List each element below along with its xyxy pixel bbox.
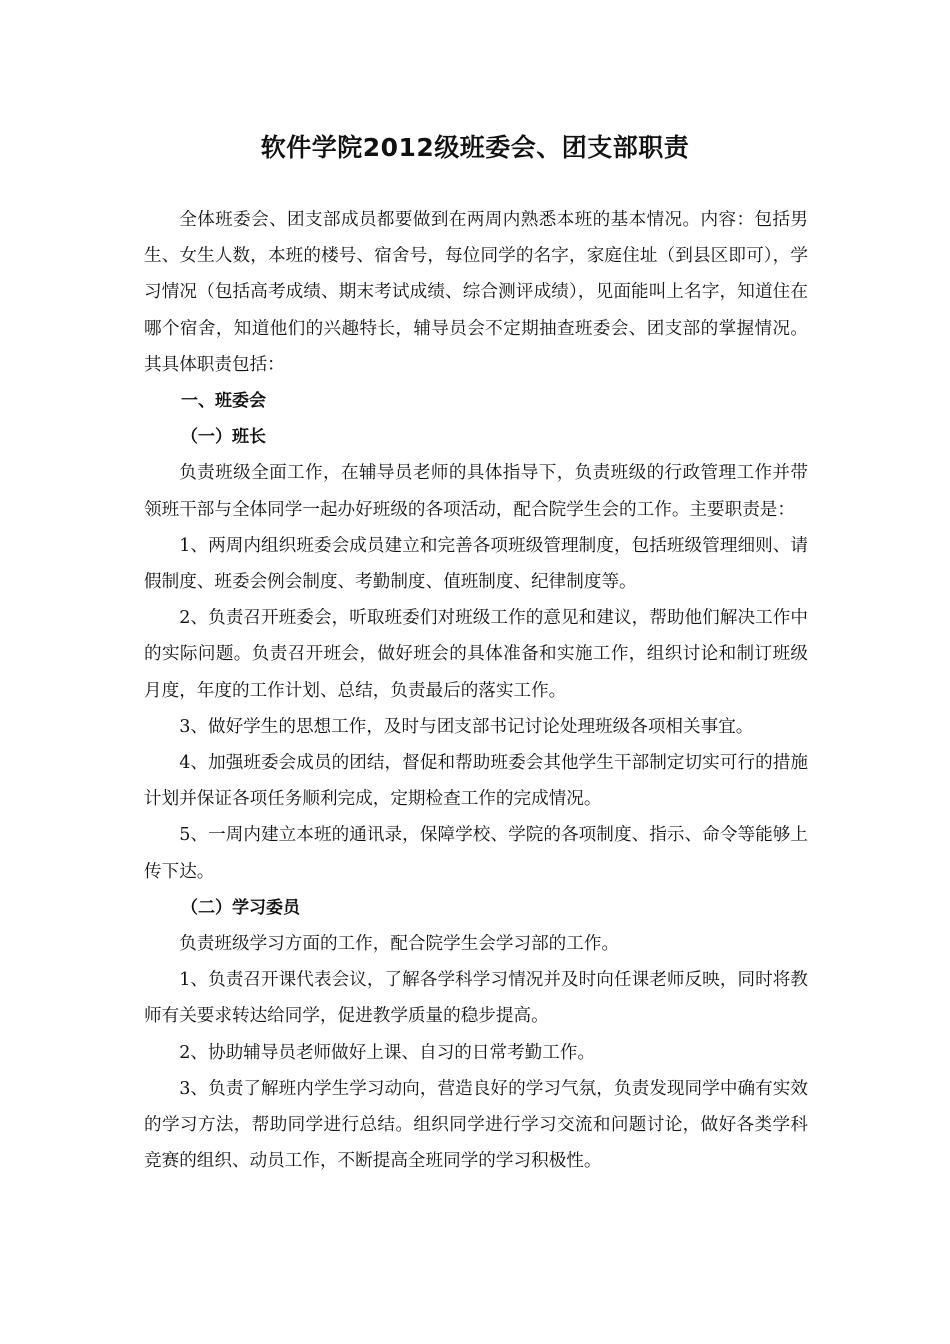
intro-paragraph: 全体班委会、团支部成员都要做到在两周内熟悉本班的基本情况。内容：包括男生、女生人数，本班的楼号、宿舍号，每位同学的名字，家庭住址（到县区即可），学习情况（包括高考成绩、期末考试成绩、综合测评成绩），见面能叫上名字，知道住在哪个宿舍，知道他们的兴趣特长，辅导员会不定期抽查班委会、团支部的掌握情况。其具体职责包括： — [144, 210, 808, 375]
monitor-summary: 负责班级全面工作，在辅导员老师的具体指导下，负责班级的行政管理工作并带领班干部与全体同学一起办好班级的各项活动，配合院学生会的工作。主要职责是： — [144, 463, 808, 520]
study-duty-item: 3、负责了解班内学生学习动向，营造良好的学习气氛，负责发现同学中确有实效的学习方法，帮助同学进行总结。组织同学进行学习交流和问题讨论，做好各类学科竞赛的组织、动员工作，不断提高全班同学的学习积极性。 — [144, 1078, 808, 1172]
document-title: 软件学院2012级班委会、团支部职责 — [260, 133, 690, 162]
study-duty-item: 2、协助辅导员老师做好上课、自习的日常考勤工作。 — [179, 1042, 596, 1063]
study-summary: 负责班级学习方面的工作，配合院学生会学习部的工作。 — [179, 934, 620, 955]
study-duty-item: 1、负责召开课代表会议，了解各学科学习情况并及时向任课老师反映，同时将教师有关要求转达给同学，促进教学质量的稳步提高。 — [144, 970, 808, 1027]
monitor-duty-item: 4、加强班委会成员的团结，督促和帮助班委会其他学生干部制定切实可行的措施计划并保证各项任务顺利完成，定期检查工作的完成情况。 — [144, 753, 808, 810]
document-body — [144, 202, 808, 1179]
section-heading-class-committee: 一、班委会 — [181, 391, 266, 412]
subsection-heading-study-committee: （二）学习委员 — [181, 897, 300, 918]
monitor-duty-item: 1、两周内组织班委会成员建立和完善各项班级管理制度，包括班级管理细则、请假制度、班委会例会制度、考勤制度、值班制度、纪律制度等。 — [144, 535, 808, 593]
monitor-duty-item: 2、负责召开班委会，听取班委们对班级工作的意见和建议，帮助他们解决工作中的实际问题。负责召开班会，做好班会的具体准备和实施工作，组织讨论和制订班级月度，年度的工作计划、总结，负责最后的落实工作。 — [144, 608, 808, 701]
monitor-duty-item: 5、一周内建立本班的通讯录，保障学校、学院的各项制度、指示、命令等能够上传下达。 — [144, 825, 808, 882]
monitor-duty-item: 3、做好学生的思想工作，及时与团支部书记讨论处理班级各项相关事宜。 — [179, 716, 754, 737]
subsection-heading-monitor: （一）班长 — [181, 427, 266, 448]
